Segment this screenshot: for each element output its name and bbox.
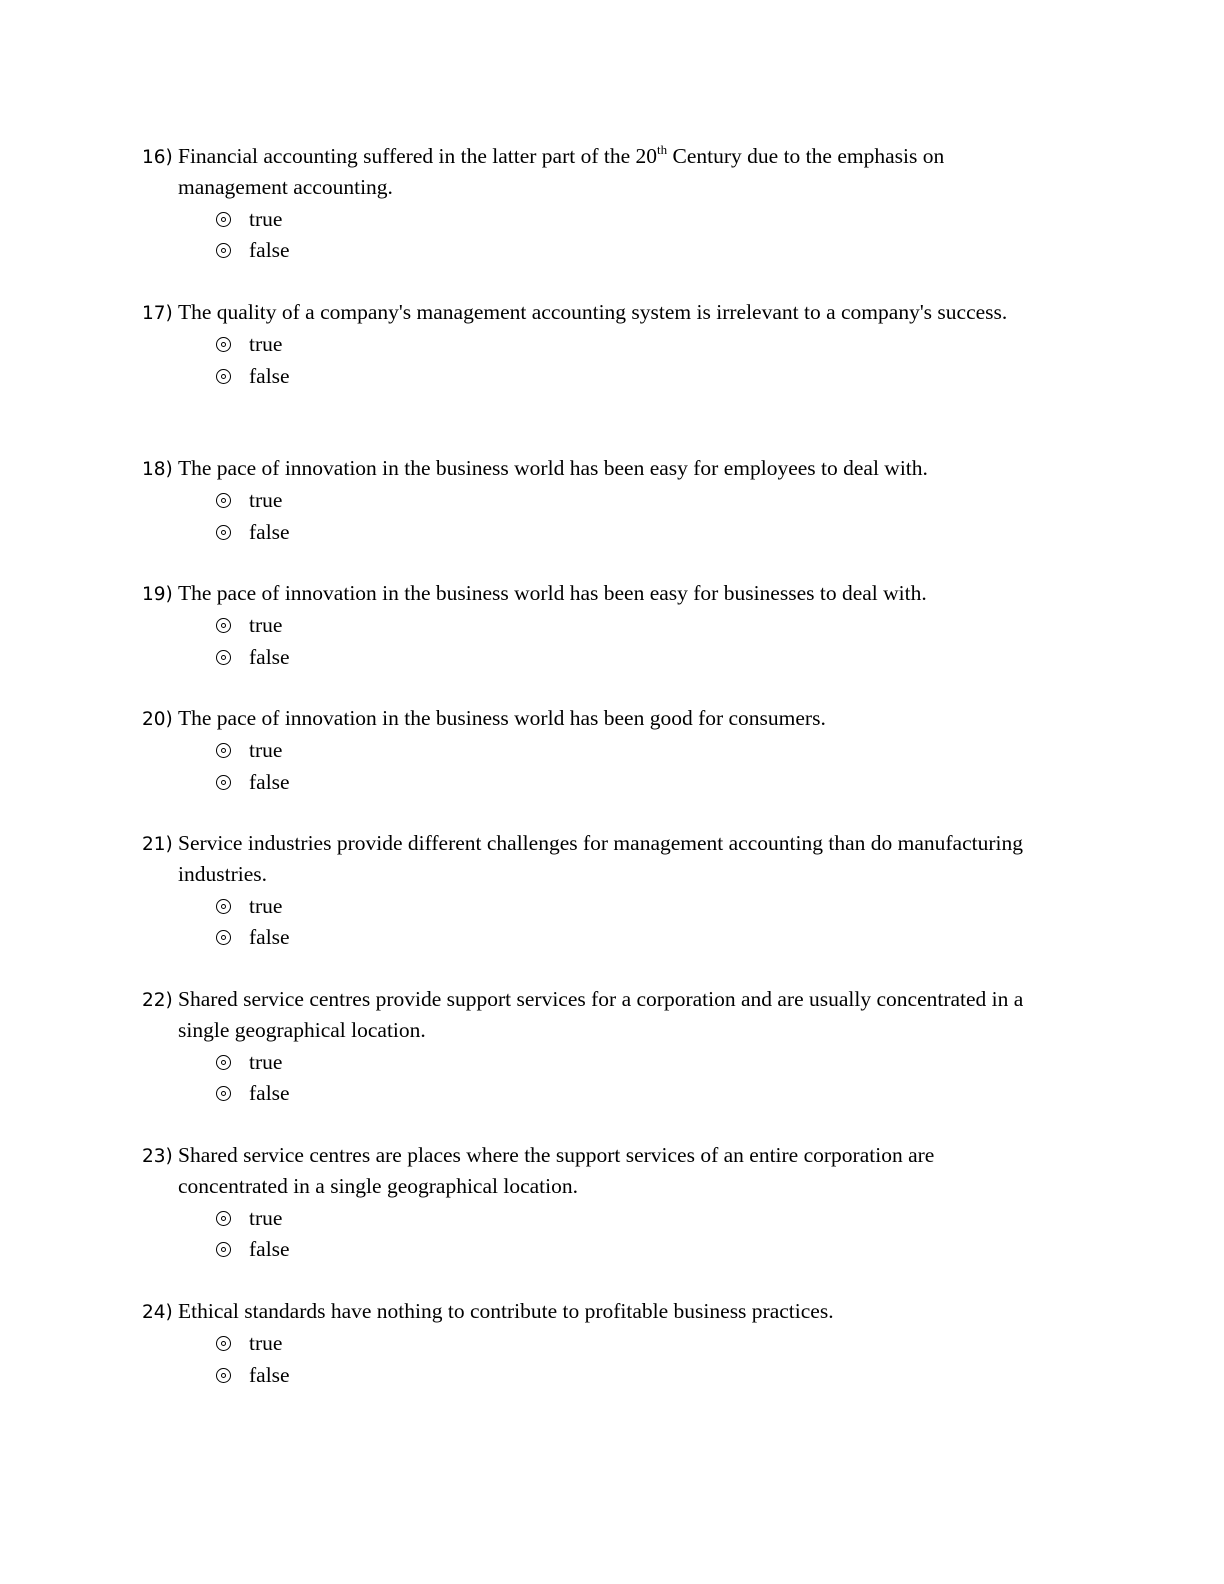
option-label: false xyxy=(249,238,290,263)
question-text xyxy=(178,141,1042,204)
option-false[interactable] xyxy=(142,517,1042,548)
option-false[interactable] xyxy=(142,922,1042,953)
question-prompt xyxy=(142,984,1042,1047)
question-text: The pace of innovation in the business world has been good for consumers. xyxy=(178,706,826,730)
option-label: false xyxy=(249,769,290,794)
question-number: 23) xyxy=(142,1146,173,1167)
option-label: true xyxy=(249,206,283,231)
question-21 xyxy=(142,828,1042,953)
question-prompt xyxy=(142,1296,1042,1328)
answer-options xyxy=(142,1047,1042,1110)
question-number: 24) xyxy=(142,1302,173,1323)
question-number: 18) xyxy=(142,459,173,480)
question-number: 16) xyxy=(142,147,173,168)
radio-option-icon[interactable] xyxy=(216,243,231,258)
option-true[interactable] xyxy=(142,1328,1042,1359)
radio-option-icon[interactable] xyxy=(216,743,231,758)
radio-option-icon[interactable] xyxy=(216,618,231,633)
answer-options xyxy=(142,485,1042,548)
question-text: The pace of innovation in the business world has been easy for employees to deal with. xyxy=(178,456,928,480)
ordinal-superscript: th xyxy=(657,142,668,157)
answer-options xyxy=(142,329,1042,392)
question-prompt xyxy=(142,703,1042,735)
option-false[interactable] xyxy=(142,1078,1042,1109)
question-prompt xyxy=(142,297,1042,329)
radio-option-icon[interactable] xyxy=(216,525,231,540)
question-number: 21) xyxy=(142,834,173,855)
option-false[interactable] xyxy=(142,361,1042,392)
question-23 xyxy=(142,1140,1042,1265)
option-label: false xyxy=(249,1081,290,1106)
option-label: true xyxy=(249,738,283,763)
question-24 xyxy=(142,1296,1042,1391)
option-false[interactable] xyxy=(142,235,1042,266)
radio-option-icon[interactable] xyxy=(216,1242,231,1257)
option-false[interactable] xyxy=(142,1234,1042,1265)
option-label: false xyxy=(249,1237,290,1262)
option-label: false xyxy=(249,519,290,544)
question-22 xyxy=(142,984,1042,1109)
question-16 xyxy=(142,141,1042,266)
question-text: The quality of a company's management accounting system is irrelevant to a company's success. xyxy=(178,300,1008,324)
question-text: Service industries provide different challenges for management accounting than do manufacturing industries. xyxy=(178,831,1023,887)
answer-options xyxy=(142,610,1042,673)
option-true[interactable] xyxy=(142,329,1042,360)
option-label: true xyxy=(249,893,283,918)
radio-option-icon[interactable] xyxy=(216,650,231,665)
question-18 xyxy=(142,453,1042,548)
radio-option-icon[interactable] xyxy=(216,775,231,790)
question-text: Ethical standards have nothing to contribute to profitable business practices. xyxy=(178,1299,834,1323)
option-label: false xyxy=(249,1362,290,1387)
option-true[interactable] xyxy=(142,485,1042,516)
radio-option-icon[interactable] xyxy=(216,212,231,227)
question-text: The pace of innovation in the business world has been easy for businesses to deal with. xyxy=(178,581,927,605)
radio-option-icon[interactable] xyxy=(216,1211,231,1226)
radio-option-icon[interactable] xyxy=(216,493,231,508)
question-prompt xyxy=(142,1140,1042,1203)
radio-option-icon[interactable] xyxy=(216,1368,231,1383)
option-label: false xyxy=(249,644,290,669)
option-true[interactable] xyxy=(142,891,1042,922)
option-true[interactable] xyxy=(142,1047,1042,1078)
option-label: true xyxy=(249,1049,283,1074)
radio-option-icon[interactable] xyxy=(216,369,231,384)
question-prompt xyxy=(142,578,1042,610)
option-label: true xyxy=(249,1205,283,1230)
question-17 xyxy=(142,297,1042,392)
radio-option-icon[interactable] xyxy=(216,1336,231,1351)
answer-options xyxy=(142,1328,1042,1391)
option-true[interactable] xyxy=(142,735,1042,766)
option-false[interactable] xyxy=(142,767,1042,798)
option-label: false xyxy=(249,363,290,388)
answer-options xyxy=(142,1203,1042,1266)
answer-options xyxy=(142,735,1042,798)
answer-options xyxy=(142,891,1042,954)
radio-option-icon[interactable] xyxy=(216,1086,231,1101)
answer-options xyxy=(142,204,1042,267)
option-true[interactable] xyxy=(142,1203,1042,1234)
question-text-part: Financial accounting suffered in the latter part of the 20 xyxy=(178,144,658,168)
question-text: Shared service centres provide support services for a corporation and are usually concentrated in a single geographical location. xyxy=(178,987,1024,1043)
option-false[interactable] xyxy=(142,1360,1042,1391)
question-text: Shared service centres are places where the support services of an entire corporation are concentrated in a single geographical location. xyxy=(178,1143,935,1199)
option-label: true xyxy=(249,613,283,638)
question-prompt xyxy=(142,453,1042,485)
question-number: 17) xyxy=(142,303,173,324)
option-true[interactable] xyxy=(142,610,1042,641)
radio-option-icon[interactable] xyxy=(216,337,231,352)
option-true[interactable] xyxy=(142,204,1042,235)
question-19 xyxy=(142,578,1042,673)
question-text-part: Century due to the emphasis on management accounting. xyxy=(178,144,945,200)
question-prompt xyxy=(142,141,1042,204)
option-label: false xyxy=(249,925,290,950)
option-label: true xyxy=(249,332,283,357)
option-false[interactable] xyxy=(142,642,1042,673)
option-label: true xyxy=(249,488,283,513)
radio-option-icon[interactable] xyxy=(216,930,231,945)
option-label: true xyxy=(249,1331,283,1356)
question-20 xyxy=(142,703,1042,798)
radio-option-icon[interactable] xyxy=(216,1055,231,1070)
question-number: 22) xyxy=(142,990,173,1011)
question-number: 19) xyxy=(142,584,173,605)
radio-option-icon[interactable] xyxy=(216,899,231,914)
question-number: 20) xyxy=(142,709,173,730)
question-prompt xyxy=(142,828,1042,891)
